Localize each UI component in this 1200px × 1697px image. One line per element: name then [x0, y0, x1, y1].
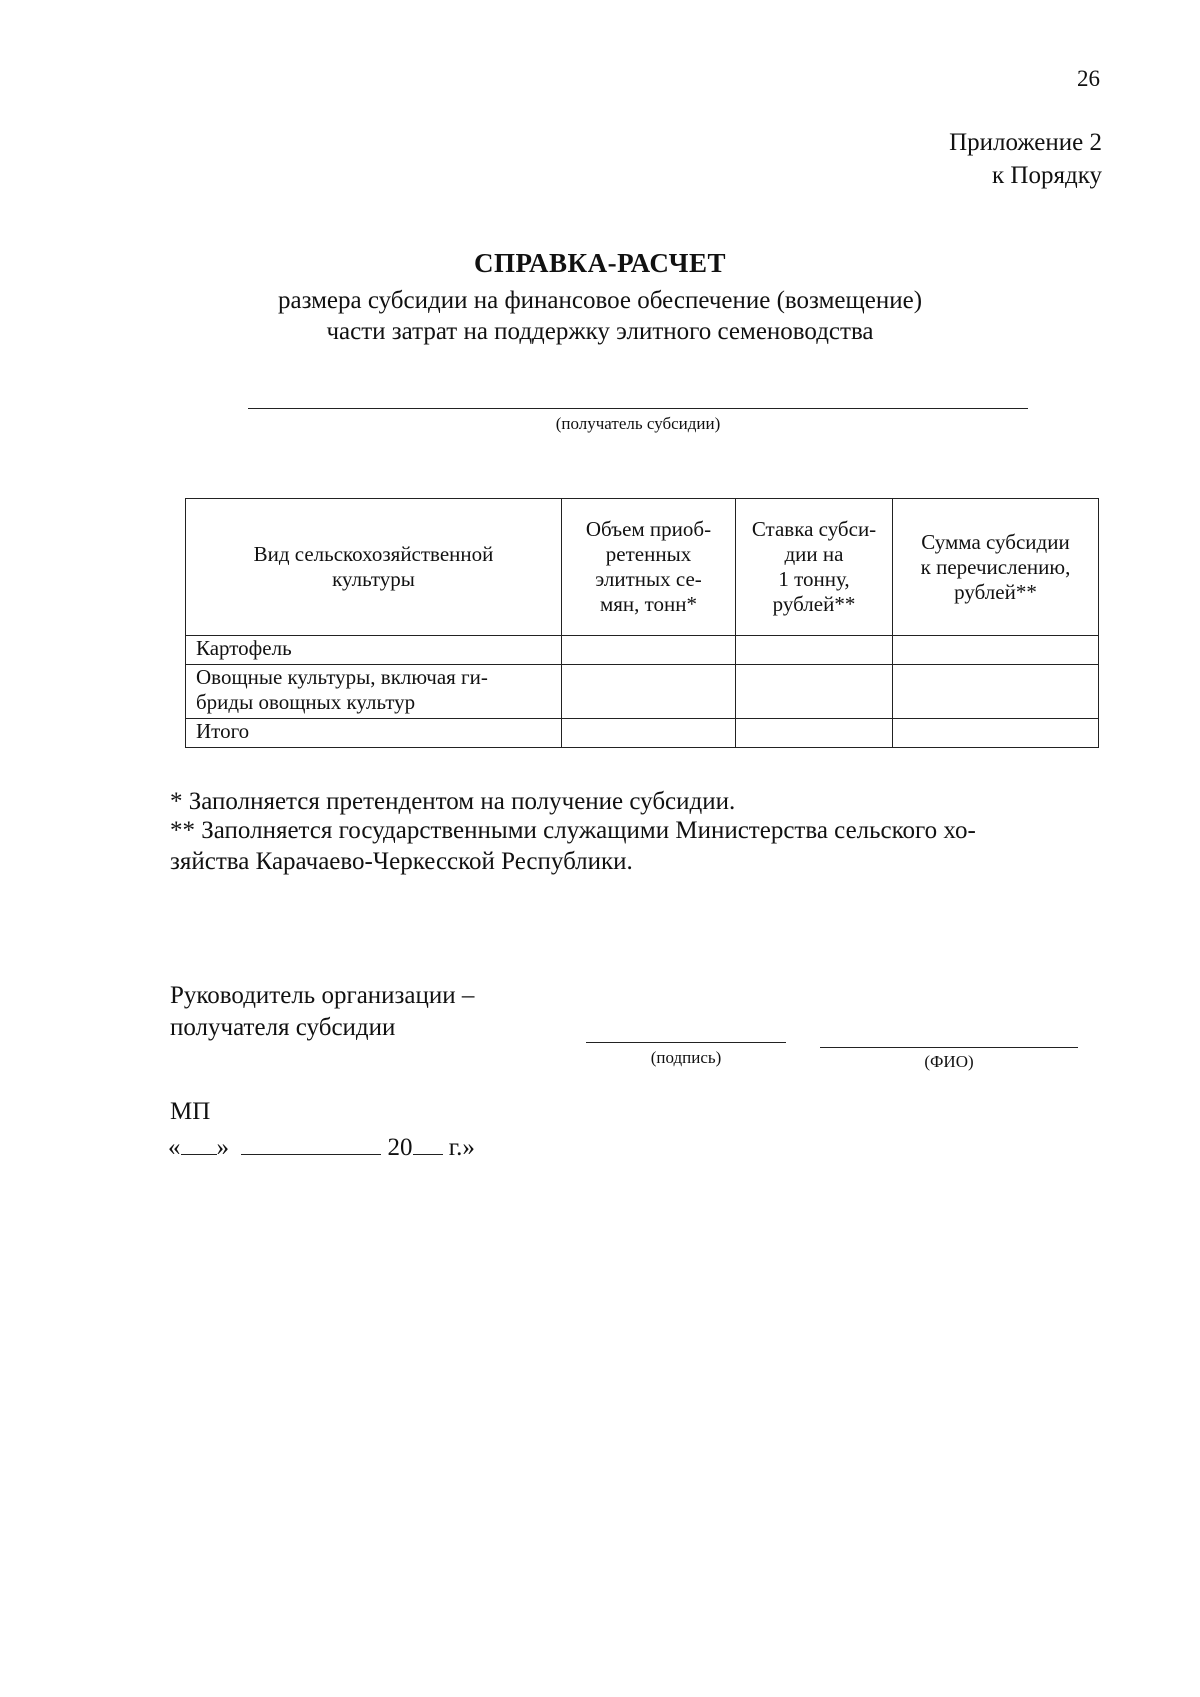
row-label-vegetables: Овощные культуры, включая ги- бриды овощных культур	[186, 665, 562, 719]
table-row	[186, 636, 1099, 665]
cell-volume[interactable]	[562, 719, 736, 748]
date-line	[168, 1132, 475, 1162]
cell-rate[interactable]	[736, 665, 893, 719]
year-suffix: г.»	[448, 1134, 475, 1161]
footnote-ministry-line-1: ** Заполняется государственными служащими Министерства сельского хо-	[170, 817, 976, 844]
day-blank[interactable]	[181, 1132, 217, 1155]
signer-title	[170, 980, 474, 1044]
calculation-table	[185, 498, 1099, 748]
footnote-ministry	[170, 815, 1100, 877]
cell-rate[interactable]	[736, 719, 893, 748]
row-label-potato: Картофель	[186, 636, 562, 665]
column-header-crop: Вид сельскохозяйственной культуры	[186, 499, 562, 636]
cell-rate[interactable]	[736, 636, 893, 665]
date-close-quote: »	[216, 1134, 229, 1161]
stamp-label: МП	[170, 1098, 211, 1125]
table-row	[186, 665, 1099, 719]
cell-amount[interactable]	[893, 719, 1099, 748]
row-label-total: Итого	[186, 719, 562, 748]
footnote-ministry-line-2: зяйства Карачаево-Черкесской Республики.	[170, 848, 633, 875]
date-open-quote: «	[168, 1134, 181, 1161]
full-name-caption: (ФИО)	[924, 1052, 974, 1071]
year-blank[interactable]	[413, 1132, 443, 1155]
signature-caption: (подпись)	[650, 1048, 722, 1067]
month-blank[interactable]	[241, 1132, 381, 1155]
year-prefix: 20	[387, 1134, 413, 1161]
cell-volume[interactable]	[562, 636, 736, 665]
document-subtitle	[0, 285, 1200, 347]
subtitle-line-1: размера субсидии на финансовое обеспечение (возмещение)	[277, 287, 923, 314]
signature-blank-line[interactable]	[586, 1042, 786, 1043]
appendix-line-1: Приложение 2	[949, 129, 1102, 156]
cell-volume[interactable]	[562, 665, 736, 719]
document-title: СПРАВКА-РАСЧЕТ	[474, 248, 726, 278]
appendix-line-2: к Порядку	[992, 162, 1102, 189]
recipient-caption: (получатель субсидии)	[555, 414, 721, 433]
signer-title-line-1: Руководитель организации –	[170, 982, 475, 1009]
page-number: 26	[1077, 66, 1100, 91]
footnote-applicant: * Заполняется претендентом на получение субсидии.	[170, 788, 736, 815]
cell-amount[interactable]	[893, 636, 1099, 665]
recipient-blank-line[interactable]	[248, 408, 1028, 409]
calculation-table-wrapper	[185, 498, 1099, 748]
cell-amount[interactable]	[893, 665, 1099, 719]
subtitle-line-2: части затрат на поддержку элитного семеноводства	[326, 318, 874, 345]
column-header-rate: Ставка субси- дии на 1 тонну, рублей**	[736, 499, 893, 636]
appendix-reference	[949, 126, 1102, 192]
signer-title-line-2: получателя субсидии	[170, 1014, 396, 1041]
full-name-blank-line[interactable]	[820, 1047, 1078, 1048]
column-header-amount: Сумма субсидии к перечислению, рублей**	[893, 499, 1099, 636]
table-row	[186, 719, 1099, 748]
column-header-volume: Объем приоб- ретенных элитных се- мян, тонн*	[562, 499, 736, 636]
table-header-row	[186, 499, 1099, 636]
